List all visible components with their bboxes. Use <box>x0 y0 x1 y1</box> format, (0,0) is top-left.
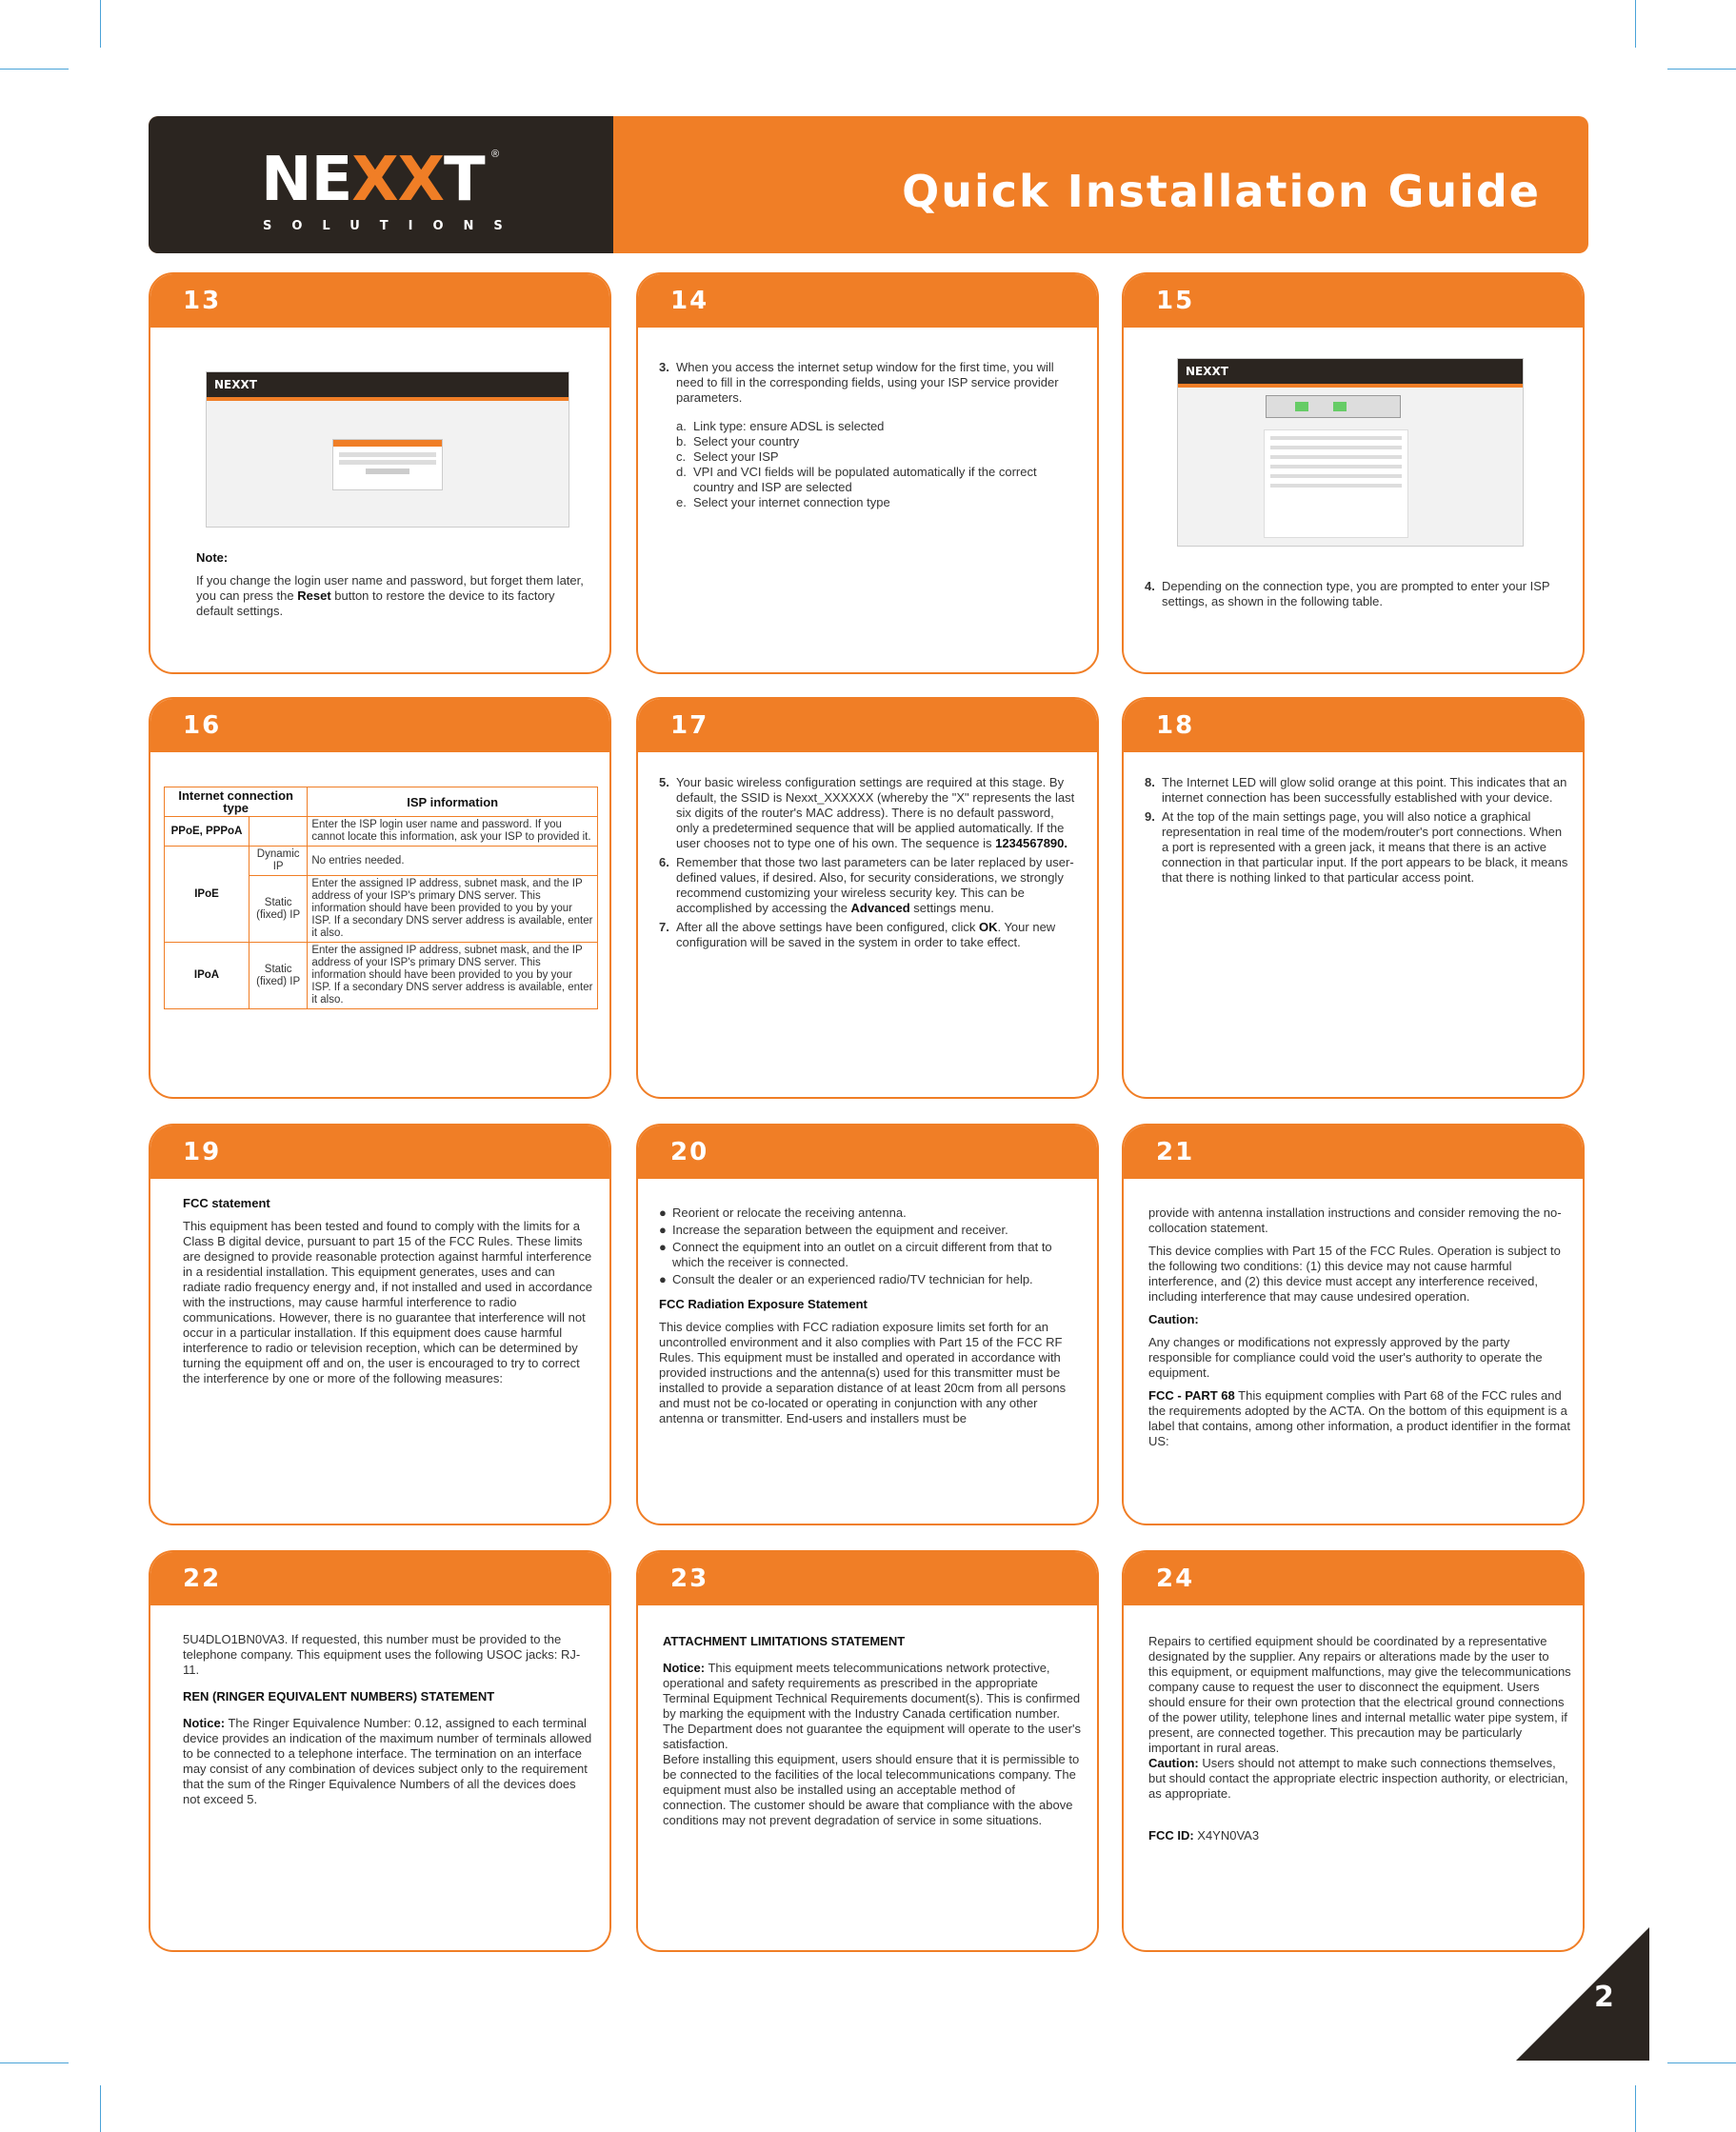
table-header: ISP information <box>308 787 598 817</box>
page-number: 2 <box>1594 1981 1614 2014</box>
crop-mark <box>1667 69 1736 70</box>
crop-mark <box>0 69 69 70</box>
panel-number: 19 <box>150 1126 609 1179</box>
table-header: Internet connection type <box>165 787 308 817</box>
crop-mark <box>1635 0 1636 48</box>
table-row: IPoE Dynamic IP No entries needed. <box>165 847 598 876</box>
note-label: Note: <box>196 550 229 565</box>
note-text: If you change the login user name and password, but forget them later, you can press the Reset button to restore the device to its factory default settings. <box>196 573 584 618</box>
panel-24 <box>1122 1550 1585 1952</box>
list-item: ● Consult the dealer or an experienced radio/TV technician for help. <box>659 1272 1033 1286</box>
list-item: ● Reorient or relocate the receiving antenna. <box>659 1205 907 1220</box>
panel-19 <box>149 1124 611 1525</box>
list-item: a. Link type: ensure ADSL is selected <box>676 419 885 433</box>
crop-mark <box>0 2062 69 2063</box>
panel-number: 22 <box>150 1552 609 1605</box>
panel-number: 23 <box>638 1552 1097 1605</box>
panel-20 <box>636 1124 1099 1525</box>
panel-23 <box>636 1550 1099 1952</box>
section-heading: ATTACHMENT LIMITATIONS STATEMENT <box>663 1634 906 1648</box>
section-heading: REN (RINGER EQUIVALENT NUMBERS) STATEMENT <box>183 1689 495 1704</box>
list-item: e. Select your internet connection type <box>676 495 890 509</box>
paragraph: Repairs to certified equipment should be coordinated by a representative designated by the supplier. Any repairs or alterations made by the user to this equipment, or equipment malfunctions, may give the telecommunications company cause to request the user to disconnect the equipment. Users should ensure for their own protection that the electrical ground connections of the power utility, telephone lines and internal metallic water pipe system, if present, are connected together. This precaution may be particularly important in rural areas. <box>1148 1634 1571 1755</box>
panel-15 <box>1122 272 1585 674</box>
paragraph: provide with antenna installation instructions and consider removing the no-collocation statement. <box>1148 1205 1562 1235</box>
paragraph: Caution: Users should not attempt to make such connections themselves, but should contact the appropriate electric inspection authority, or electrician, as appropriate. <box>1148 1756 1568 1801</box>
section-heading: FCC statement <box>183 1196 270 1210</box>
paragraph: This device complies with Part 15 of the FCC Rules. Operation is subject to the following two conditions: (1) this device may not cause harmful interference, and (2) this device must accept any interference received, including interference that may cause undesired operation. <box>1148 1244 1561 1304</box>
step-8: 8. The Internet LED will glow solid orange at this point. This indicates that an internet connection has been successfully established with your device. <box>1145 775 1567 805</box>
paragraph: FCC - PART 68 This equipment complies with Part 68 of the FCC rules and the requirements adopted by the ACTA. On the bottom of this equipment is a label that contains, among other information, a product identifier in the format US: <box>1148 1388 1570 1448</box>
crop-mark <box>100 0 101 48</box>
step-6: 6. Remember that those two last parameters can be later replaced by user-defined values, if desired. Also, for security considerations, we strongly recommend customizing your wireless security key. This can be accomplished by accessing the Advanced settings menu. <box>659 855 1074 915</box>
screenshot-login: NEXXT <box>206 371 569 528</box>
panel-13 <box>149 272 611 674</box>
screenshot-internet-setup: NEXXT <box>1177 358 1524 547</box>
panel-number: 16 <box>150 699 609 752</box>
panel-number: 24 <box>1124 1552 1583 1605</box>
panel-number: 14 <box>638 274 1097 328</box>
logo: NEXXT ® SOLUTIONS <box>149 116 613 253</box>
logo-wordmark: NEXXT <box>261 145 485 215</box>
panel-21 <box>1122 1124 1585 1525</box>
step-9: 9. At the top of the main settings page, you will also notice a graphical representation in real time of the modem/router's port connections. When a port is represented with a green jack, it means that there is an active connection in that particular input. If the port appears to be black, it means that there is nothing linked to that particular access point. <box>1145 809 1568 885</box>
panel-number: 21 <box>1124 1126 1583 1179</box>
panel-18 <box>1122 697 1585 1099</box>
panel-number: 17 <box>638 699 1097 752</box>
crop-mark <box>100 2085 101 2132</box>
step-4: 4. Depending on the connection type, you are prompted to enter your ISP settings, as shown in the following table. <box>1145 579 1550 608</box>
panel-number: 18 <box>1124 699 1583 752</box>
paragraph: Notice: The Ringer Equivalence Number: 0.12, assigned to each terminal device provides an indication of the maximum number of terminals allowed to be connected to a telephone interface. The termination on an interface may consist of any combination of devices subject only to the requirement that the sum of the Ringer Equivalence Numbers of all the devices does not exceed 5. <box>183 1716 592 1806</box>
crop-mark <box>1635 2085 1636 2132</box>
step-5: 5. Your basic wireless configuration settings are required at this stage. By default, the SSID is Nexxt_XXXXXX (whereby the "X" represents the last six digits of the router's MAC address). There is no default password, only a predetermined sequence that will be applied automatically. If the user chooses not to type one of his own. The sequence is 1234567890. <box>659 775 1075 850</box>
paragraph: 5U4DLO1BN0VA3. If requested, this number must be provided to the telephone company. This equipment uses the following USOC jacks: RJ-11. <box>183 1632 581 1677</box>
list-item: b. Select your country <box>676 434 800 448</box>
header-banner <box>149 116 1588 253</box>
list-item: c. Select your ISP <box>676 449 779 464</box>
list-item: ● Connect the equipment into an outlet on a circuit different from that to which the receiver is connected. <box>659 1240 1052 1269</box>
panel-16 <box>149 697 611 1099</box>
isp-settings-table <box>164 787 598 1009</box>
section-heading: FCC Radiation Exposure Statement <box>659 1297 868 1311</box>
paragraph: Before installing this equipment, users should ensure that it is permissible to be connected to the facilities of the local telecommunications company. The equipment must also be installed using an acceptable method of connection. The customer should be aware that compliance with the above conditions may not prevent degradation of service in some situations. <box>663 1752 1080 1827</box>
paragraph: Any changes or modifications not expressly approved by the party responsible for compliance could void the user's authority to operate the equipment. <box>1148 1335 1543 1380</box>
crop-mark <box>1667 2062 1736 2063</box>
panel-22 <box>149 1550 611 1952</box>
fcc-id: FCC ID: X4YN0VA3 <box>1148 1828 1260 1843</box>
table-row: PPoE, PPPoA Enter the ISP login user name and password. If you cannot locate this information, ask your ISP to provided it. <box>165 817 598 847</box>
table-header-row <box>165 787 598 817</box>
list-item: d. VPI and VCI fields will be populated automatically if the correct country and ISP are selected <box>676 465 1037 494</box>
paragraph: Notice: This equipment meets telecommunications network protective, operational and safety requirements as prescribed in the appropriate Terminal Equipment Technical Requirements document(s). This is confirmed by marking the equipment with the Industry Canada certification number. The Department does not guarantee the equipment will operate to the user's satisfaction. <box>663 1661 1081 1751</box>
paragraph: This equipment has been tested and found to comply with the limits for a Class B digital device, pursuant to part 15 of the FCC Rules. These limits are designed to provide reasonable protection against harmful interference in a residential installation. This equipment generates, uses and can radiate radio frequency energy and, if not installed and used in accordance with the instructions, may cause harmful interference to radio communications. However, there is no guarantee that interference will not occur in a particular installation. If this equipment does cause harmful interference to radio or television reception, which can be determined by turning the equipment off and on, the user is encouraged to try to correct the interference by one or more of the following measures: <box>183 1219 593 1385</box>
paragraph: This device complies with FCC radiation exposure limits set forth for an uncontrolled environment and it also complies with Part 15 of the FCC RF Rules. This equipment must be installed and operated in accordance with provided instructions and the antenna(s) used for this transmitter must be installed to provide a separation distance of at least 20cm from all persons and must not be co-located or operating in conjunction with any other antenna or transmitter. End-users and installers must be <box>659 1320 1067 1425</box>
panel-number: 15 <box>1124 274 1583 328</box>
panel-number: 20 <box>638 1126 1097 1179</box>
logo-subtitle: SOLUTIONS <box>263 219 523 233</box>
step-7: 7. After all the above settings have been configured, click OK. Your new configuration will be saved in the system in order to take effect. <box>659 920 1056 949</box>
panel-14 <box>636 272 1099 674</box>
table-row: Static (fixed) IP Enter the assigned IP address, subnet mask, and the IP address of your ISP's primary DNS server. This information should have been provided to you by your ISP. If a secondary DNS server address is available, enter it also. <box>165 876 598 943</box>
page-title: Quick Installation Guide <box>902 166 1541 217</box>
page-corner <box>1516 1927 1649 2061</box>
list-item: ● Increase the separation between the equipment and receiver. <box>659 1223 1008 1237</box>
caution-label: Caution: <box>1148 1312 1199 1326</box>
table-row: IPoA Static (fixed) IP Enter the assigned IP address, subnet mask, and the IP address of your ISP's primary DNS server. This information should have been provided to you by your ISP. If a secondary DNS server address is available, enter it also. <box>165 943 598 1009</box>
step-3: 3. When you access the internet setup window for the first time, you will need to fill in the corresponding fields, using your ISP service provider parameters. <box>659 360 1059 405</box>
panel-number: 13 <box>150 274 609 328</box>
panel-17 <box>636 697 1099 1099</box>
